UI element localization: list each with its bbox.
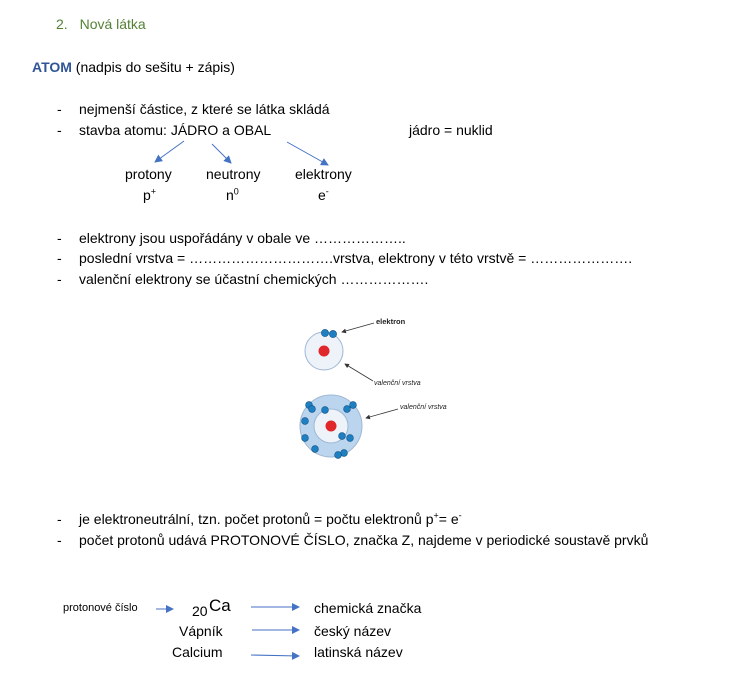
particle-protons-symbol: p+	[143, 186, 157, 203]
element-czech-name: Vápník	[179, 623, 223, 639]
nuclide-note: jádro = nuklid	[409, 122, 493, 138]
atom-note: (nadpis do sešitu + zápis)	[71, 59, 235, 75]
particle-protons: protony	[125, 166, 172, 182]
bullet-valence-electrons: valenční elektrony se účastní chemických ……………….	[79, 271, 429, 287]
bullet-proton-number: počet protonů udává PROTONOVÉ ČÍSLO, značka Z, najdeme v periodické soustavě prvků	[79, 532, 649, 548]
element-number: 20	[192, 603, 208, 619]
target-czech-name: český název	[314, 623, 392, 639]
bullet-last-layer: poslední vrstva = ………………………….vrstva, elektrony v této vrstvě = ………………….	[79, 250, 633, 266]
bullet-dash: -	[57, 532, 62, 548]
bullet-electroneutral: je elektroneutrální, tzn. počet protonů = počtu elektronů p+= e-	[79, 510, 462, 527]
particle-electrons: elektrony	[295, 166, 352, 182]
element-symbol: Ca	[209, 596, 231, 615]
particle-neutrons-symbol: $n^0$	[226, 186, 239, 203]
atom-title: ATOM	[32, 59, 72, 75]
bullet-dash: -	[57, 511, 62, 527]
bullet-smallest-particle: nejmenší částice, z které se látka skládá	[79, 101, 330, 117]
element-latin-name: Calcium	[172, 644, 223, 660]
bullet-dash: -	[57, 101, 62, 117]
proton-number-label: protonové číslo	[63, 602, 138, 614]
bullet-dash: -	[57, 250, 62, 266]
target-latin-name: latinská název	[314, 644, 403, 660]
bullet-dash: -	[57, 271, 62, 287]
section-title: Nová látka	[79, 16, 146, 32]
bullet-dash: -	[57, 230, 62, 246]
bullet-electron-arrangement: elektrony jsou uspořádány v obale ve ………………..	[79, 230, 406, 246]
section-number: 2.	[56, 16, 68, 32]
label-valence-1: valenční vrstva	[374, 380, 421, 387]
label-valence-2: valenční vrstva	[400, 404, 447, 411]
bullet-atom-structure: stavba atomu: JÁDRO a OBAL	[79, 122, 272, 138]
label-electron: elektron	[376, 317, 406, 326]
target-chemical-symbol: chemická značka	[314, 600, 422, 616]
particle-electrons-symbol: e-	[318, 186, 329, 203]
particle-neutrons: neutrony	[206, 166, 261, 182]
bullet-dash: -	[57, 122, 62, 138]
